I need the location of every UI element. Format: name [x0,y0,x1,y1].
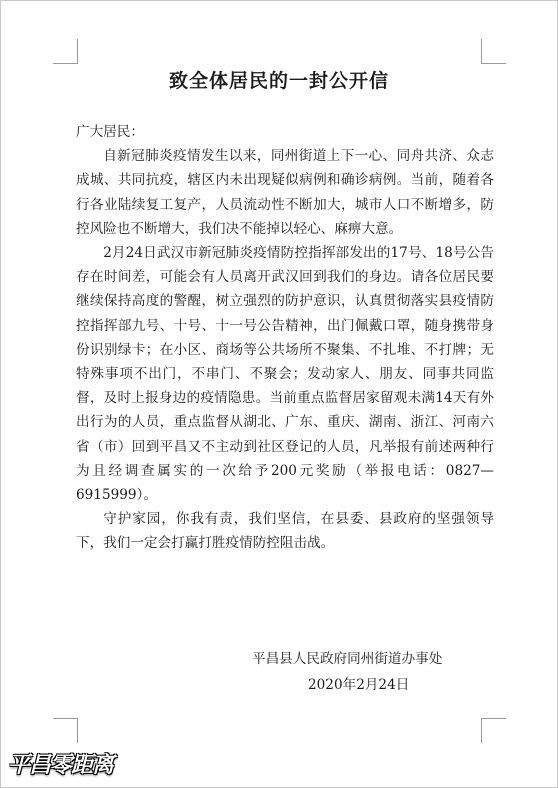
watermark-logo: 平昌零距离 [8,753,114,778]
margin-corner-top-right [481,39,506,64]
signature-block [252,646,442,698]
document-title: 致全体居民的一封公开信 [168,70,389,92]
salutation: 广大居民： [76,124,144,140]
letter-body [76,120,494,556]
signature-date: 2020年2月24日 [308,677,410,693]
paragraph: 2月24日武汉市新冠肺炎疫情防控指挥部发出的17号、18号公告存在时间差，可能会有人员离开武汉回到我们的身边。请各位居民要继续保持高度的警醒，树立强烈的防护意识，认真贯彻落实县疫情防控指挥部九号、十号、十一号公告精神，出门佩戴口罩，随身携带身份识别绿卡；在小区、商场等公共场所不聚集、不扎堆、不打牌；无特殊事项不出门，不串门、不聚会；发动家人、朋友、同事共同监督，及时上报身边的疫情隐患。当前重点监督居家留观未满14天有外出行为的人员，重点监督从湖北、广东、重庆、湖南、浙江、河南六省（市）回到平昌又不主动到社区登记的人员，凡举报有前述两种行为且经调查属实的一次给予200元奖励（举报电话：0827—6915999）。 [76,245,494,504]
paragraph: 自新冠肺炎疫情发生以来，同州街道上下一心、同舟共济、众志成城、共同抗疫，辖区内未出现疑似病例和确诊病例。当前，随着各行各业陆续复工复产，人员流动性不断加大，城市人口不断增多，防控风险也不断增大，我们决不能掉以轻心、麻痹大意。 [76,148,494,237]
signature-org: 平昌县人民政府同州街道办事处 [252,651,443,667]
margin-corner-bottom-left [53,718,78,743]
paragraph: 守护家园，你我有责，我们坚信，在县委、县政府的坚强领导下，我们一定会打赢打胜疫情防控阻击战。 [76,511,494,552]
margin-corner-bottom-right [481,718,506,743]
margin-corner-top-left [53,39,78,64]
